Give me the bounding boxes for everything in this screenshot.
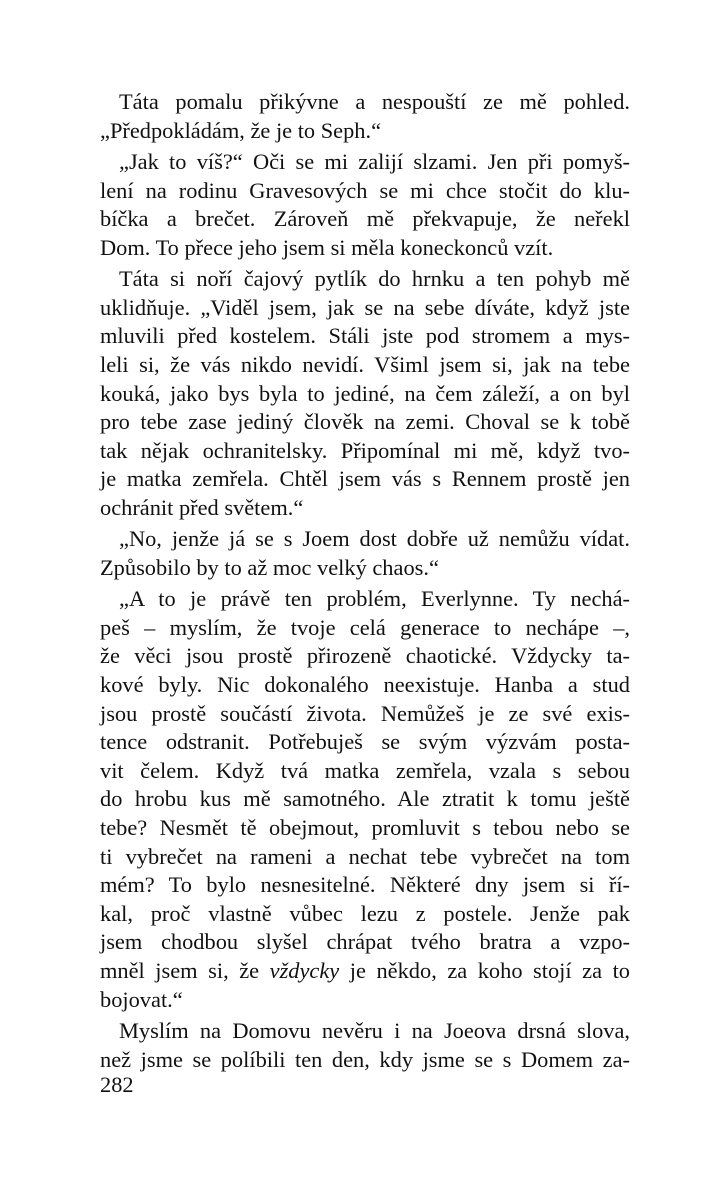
text-line: do hrobu kus mě samotného. Ale ztratit k tomu ještě <box>100 786 630 812</box>
text-line: kal, proč vlastně vůbec lezu z postele. Jenže pak <box>100 900 630 926</box>
paragraph <box>100 88 630 145</box>
paragraph <box>100 148 630 262</box>
body-text <box>100 88 630 1074</box>
text-line: peš – myslím, že tvoje celá generace to nechápe –, <box>100 614 630 640</box>
text-line: Táta pomalu přikývne a nespouští ze mě pohled. <box>119 89 630 114</box>
text-line: než jsme se políbili ten den, kdy jsme se s Domem za- <box>100 1046 630 1072</box>
text-line: pro tebe zase jediný člověk na zemi. Choval se k tobě <box>100 409 630 435</box>
text-line: leli si, že vás nikdo nevidí. Všiml jsem si, jak na tebe <box>100 351 630 377</box>
paragraph <box>100 1017 630 1074</box>
text-line: „No, jenže já se s Joem dost dobře už nemůžu vídat. <box>119 526 630 552</box>
text-line: „A to je právě ten problém, Everlynne. Ty nechá- <box>119 586 630 612</box>
paragraph <box>100 585 630 1014</box>
text-line: Táta si noří čajový pytlík do hrnku a ten pohyb mě <box>119 266 630 292</box>
text-line <box>100 957 630 986</box>
text-line: ochránit před světem.“ <box>100 494 304 520</box>
text-line: „Jak to víš?“ Oči se mi zalijí slzami. Jen při pomyš- <box>119 148 630 174</box>
text-line: uklidňuje. „Viděl jsem, jak se na sebe díváte, když jste <box>100 294 630 320</box>
text-line: bojovat.“ <box>100 986 183 1012</box>
paragraph <box>100 525 630 582</box>
text-line: tence odstranit. Potřebuješ se svým výzvám posta- <box>100 729 630 755</box>
text-line: kové byly. Nic dokonalého neexistuje. Hanba a stud <box>100 672 630 698</box>
text-line: že věci jsou prostě přirozeně chaotické. Vždycky ta- <box>100 643 630 669</box>
text-segment: mněl jsem si, že <box>100 958 270 983</box>
text-line: tak nějak ochranitelsky. Připomínal mi mě, když tvo- <box>100 437 630 463</box>
text-line: tebe? Nesmět tě obejmout, promluvit s tebou nebo se <box>100 815 630 841</box>
italic-emphasis: vždycky <box>269 958 340 983</box>
text-line: Způsobilo by to až moc velký chaos.“ <box>100 554 439 580</box>
text-line: mém? To bylo nesnesitelné. Některé dny jsem si ří- <box>100 872 630 898</box>
paragraph <box>100 265 630 522</box>
text-segment: je někdo, za koho stojí za to <box>339 958 630 983</box>
text-line: Dom. To přece jeho jsem si měla koneckonců vzít. <box>100 234 554 260</box>
page-number: 282 <box>100 1072 134 1097</box>
text-line: jsem chodbou slyšel chrápat tvého bratra a vzpo- <box>100 929 630 955</box>
text-line: mluvili před kostelem. Stáli jste pod stromem a mys- <box>100 323 630 349</box>
text-line: je matka zemřela. Chtěl jsem vás s Rennem prostě jen <box>100 466 630 492</box>
text-line: Myslím na Domovu nevěru i na Joeova drsná slova, <box>119 1017 630 1043</box>
text-line: jsou prostě součástí života. Nemůžeš je ze své exis- <box>100 700 630 726</box>
text-line: vit čelem. Když tvá matka zemřela, vzala s sebou <box>100 757 630 783</box>
text-line: „Předpokládám, že je to Seph.“ <box>100 117 382 143</box>
text-line: bíčka a brečet. Zároveň mě překvapuje, že neřekl <box>100 206 630 232</box>
text-line: lení na rodinu Gravesových se mi chce stočit do klu- <box>100 177 630 203</box>
text-line: kouká, jako bys byla to jediné, na čem záleží, a on byl <box>100 380 630 406</box>
text-line: ti vybrečet na rameni a nechat tebe vybrečet na tom <box>100 843 630 869</box>
